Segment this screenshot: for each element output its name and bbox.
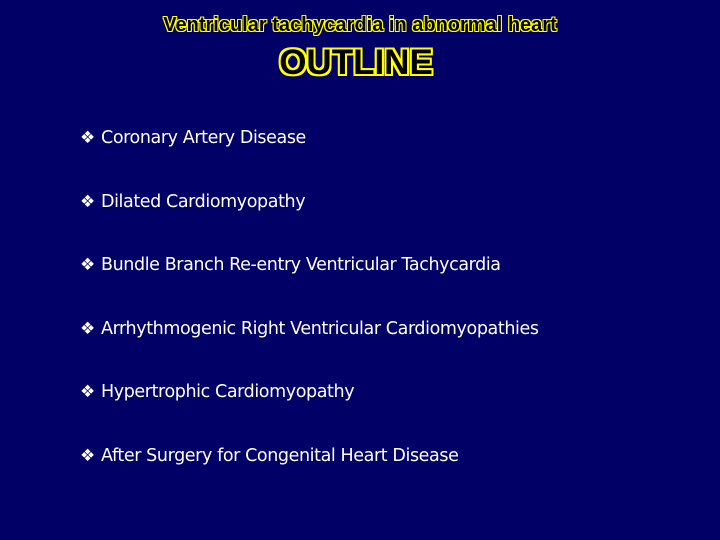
diamond-bullet-icon: ❖ — [80, 318, 96, 339]
slide-subtitle: Ventricular tachycardia in abnormal heart — [163, 14, 557, 36]
list-item-text: Arrhythmogenic Right Ventricular Cardiomyopathies — [101, 318, 539, 339]
list-item-text: Coronary Artery Disease — [101, 128, 306, 148]
diamond-bullet-icon: ❖ — [80, 445, 96, 466]
list-item — [80, 188, 710, 252]
slide-title: OUTLINE — [279, 43, 433, 82]
list-item-text: Hypertrophic Cardiomyopathy — [101, 382, 355, 402]
list-item — [80, 251, 710, 315]
bullet-list — [80, 124, 710, 505]
diamond-bullet-icon: ❖ — [80, 255, 96, 275]
list-item-text: Bundle Branch Re-entry Ventricular Tachycardia — [101, 255, 501, 275]
list-item — [80, 124, 710, 188]
list-item — [80, 315, 710, 379]
list-item-text: After Surgery for Congenital Heart Disease — [101, 445, 459, 466]
list-item — [80, 378, 710, 442]
diamond-bullet-icon: ❖ — [80, 382, 96, 402]
diamond-bullet-icon: ❖ — [80, 191, 96, 212]
diamond-bullet-icon: ❖ — [80, 128, 96, 148]
list-item-text: Dilated Cardiomyopathy — [101, 191, 306, 212]
list-item — [80, 442, 710, 506]
